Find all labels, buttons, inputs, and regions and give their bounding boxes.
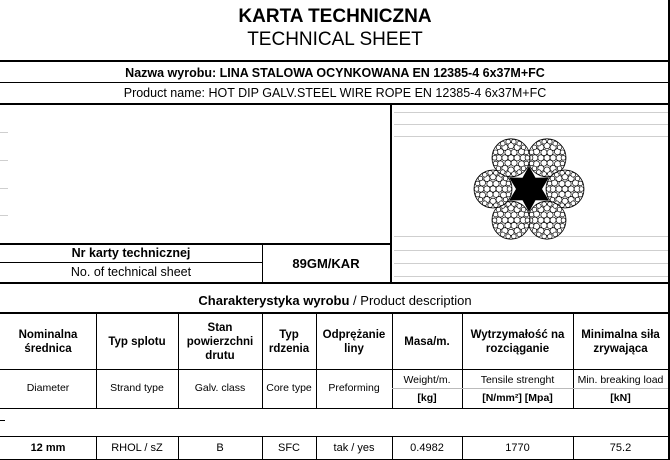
wire: [555, 172, 560, 177]
wire: [560, 223, 565, 228]
wire: [537, 170, 542, 175]
divider: [462, 436, 463, 460]
wire: [575, 176, 580, 181]
divider: [392, 436, 393, 460]
wire: [488, 203, 493, 208]
wire: [532, 228, 537, 233]
wire: [525, 156, 530, 161]
wire: [548, 234, 553, 239]
divider: [0, 420, 5, 421]
column-header-english: Tensile strenght: [480, 373, 555, 386]
divider: [394, 276, 668, 277]
wire: [517, 170, 522, 175]
wire: [517, 141, 522, 146]
wire: [493, 223, 498, 228]
column-header-english: Core type: [266, 382, 312, 394]
table-cell: 1770: [505, 442, 530, 454]
wire: [557, 228, 562, 233]
divider: [392, 314, 393, 408]
wire: [521, 207, 526, 212]
title-polish: KARTA TECHNICZNA: [238, 6, 432, 27]
column-header-polish: Minimalna siła zrywająca: [581, 328, 660, 355]
wire: [542, 139, 547, 144]
column-header-english: Strand type: [110, 382, 164, 394]
wire-rope-cross-section-icon: [464, 132, 594, 246]
column-header-polish: Stan powierzchni drutu: [186, 321, 254, 362]
column-header-polish: Odprężanie liny: [322, 328, 386, 355]
wire: [493, 150, 498, 155]
wire: [550, 197, 555, 202]
column-header-english: Preforming: [328, 382, 380, 394]
wire: [553, 232, 558, 237]
divider: [0, 188, 8, 189]
column-header-english: Weight/m.: [403, 373, 451, 386]
divider: [316, 314, 317, 408]
wire: [494, 203, 499, 208]
wire: [474, 187, 479, 192]
wire: [503, 176, 508, 181]
wire: [560, 212, 565, 217]
divider: [462, 314, 463, 408]
wire: [488, 171, 493, 176]
wire: [560, 161, 565, 166]
column-unit: [kg]: [417, 392, 437, 404]
wire: [517, 232, 522, 237]
wire: [550, 176, 555, 181]
divider: [0, 82, 670, 83]
divider: [0, 282, 670, 284]
table-cell: RHOL / sZ: [111, 442, 163, 454]
wire: [575, 197, 580, 202]
divider: [262, 436, 263, 460]
section-title: [0, 291, 670, 309]
divider: [96, 436, 97, 460]
wire: [547, 181, 552, 186]
column-header-english: Min. breaking load: [577, 373, 664, 386]
sheet-number-value: 89GM/KAR: [292, 255, 360, 271]
wire: [493, 212, 498, 217]
wire: [496, 228, 501, 233]
column-header-polish: Typ splotu: [108, 335, 166, 348]
wire: [501, 141, 506, 146]
wire: [561, 156, 566, 161]
product-name-english: Product name: HOT DIP GALV.STEEL WIRE ROPE EN 12385-4 6x37M+FC: [123, 86, 547, 100]
wire: [566, 203, 571, 208]
table-cell: B: [216, 442, 224, 454]
table-cell: 12 mm: [30, 442, 66, 454]
sheet-number-label-polish: Nr karty technicznej: [71, 246, 191, 260]
wire: [557, 166, 562, 171]
wire: [524, 150, 529, 155]
wire: [501, 170, 506, 175]
column-header-polish: Masa/m.: [404, 335, 450, 348]
wire: [561, 218, 566, 223]
wire: [496, 145, 501, 150]
wire: [478, 176, 483, 181]
wire: [557, 145, 562, 150]
wire: [532, 145, 537, 150]
wire: [537, 141, 542, 146]
divider: [178, 314, 179, 408]
wire: [524, 223, 529, 228]
table-cell: SFC: [278, 442, 300, 454]
wire: [548, 139, 553, 144]
column-header-polish: Wytrzymałość na rozciąganie: [470, 328, 565, 355]
divider: [0, 215, 8, 216]
wire: [548, 202, 553, 207]
wire: [542, 172, 547, 177]
wire: [506, 192, 511, 197]
wire: [578, 192, 583, 197]
wire: [507, 187, 512, 192]
wire: [493, 161, 498, 166]
wire: [503, 197, 508, 202]
wire: [542, 202, 547, 207]
wire: [506, 172, 511, 177]
table-cell: 0.4982: [410, 442, 444, 454]
wire: [560, 150, 565, 155]
divider: [0, 60, 670, 62]
column-header-polish: Nominalna średnica: [18, 328, 78, 355]
wire: [512, 234, 517, 239]
wire: [521, 145, 526, 150]
divider: [573, 314, 574, 408]
section-title-english: Product description: [360, 292, 472, 308]
title-english: TECHNICAL SHEET: [247, 29, 423, 50]
wire: [537, 232, 542, 237]
wire: [546, 187, 551, 192]
divider: [394, 112, 668, 113]
wire: [532, 166, 537, 171]
wire: [512, 139, 517, 144]
divider: [394, 124, 668, 125]
wire: [578, 181, 583, 186]
column-header-english: Diameter: [26, 382, 70, 394]
wire: [566, 171, 571, 176]
wire: [553, 141, 558, 146]
wire: [483, 172, 488, 177]
divider: [262, 314, 263, 408]
table-cell: 75.2: [609, 442, 632, 454]
divider: [316, 436, 317, 460]
wire: [532, 207, 537, 212]
wire: [542, 234, 547, 239]
wire: [560, 171, 565, 176]
column-header-english: Galv. class: [194, 382, 246, 394]
wire: [524, 212, 529, 217]
wire: [524, 161, 529, 166]
divider: [0, 103, 670, 105]
wire: [478, 197, 483, 202]
divider: [394, 250, 668, 251]
wire: [501, 232, 506, 237]
wire: [483, 201, 488, 206]
divider: [178, 436, 179, 460]
wire: [492, 156, 497, 161]
wire: [506, 181, 511, 186]
wire: [525, 218, 530, 223]
wire: [475, 192, 480, 197]
column-unit: [N/mm²] [Mpa]: [482, 392, 553, 404]
wire: [571, 172, 576, 177]
wire: [571, 201, 576, 206]
wire: [521, 166, 526, 171]
divider: [390, 104, 392, 284]
section-separator: /: [349, 292, 361, 308]
wire: [512, 172, 517, 177]
wire: [506, 234, 511, 239]
divider: [0, 132, 8, 133]
sheet-number-label-english: No. of technical sheet: [70, 265, 192, 279]
wire: [553, 204, 558, 209]
wire: [557, 207, 562, 212]
wire: [537, 204, 542, 209]
section-title-polish: Charakterystyka wyrobu: [198, 292, 350, 308]
wire: [492, 218, 497, 223]
divider: [394, 263, 668, 264]
wire: [506, 139, 511, 144]
divider: [573, 436, 574, 460]
wire: [496, 207, 501, 212]
column-header-polish: Typ rdzenia: [268, 328, 310, 355]
wire: [475, 181, 480, 186]
wire: [521, 228, 526, 233]
product-name-polish: Nazwa wyrobu: LINA STALOWA OCYNKOWANA EN 12385-4 6x37M+FC: [125, 66, 545, 80]
wire: [512, 202, 517, 207]
wire: [517, 204, 522, 209]
column-unit: [kN]: [610, 392, 631, 404]
divider: [0, 160, 8, 161]
wire: [547, 192, 552, 197]
wire: [496, 166, 501, 171]
divider: [96, 314, 97, 408]
wire: [579, 187, 584, 192]
divider: [0, 408, 668, 409]
table-cell: tak / yes: [333, 442, 375, 454]
wire: [499, 201, 504, 206]
